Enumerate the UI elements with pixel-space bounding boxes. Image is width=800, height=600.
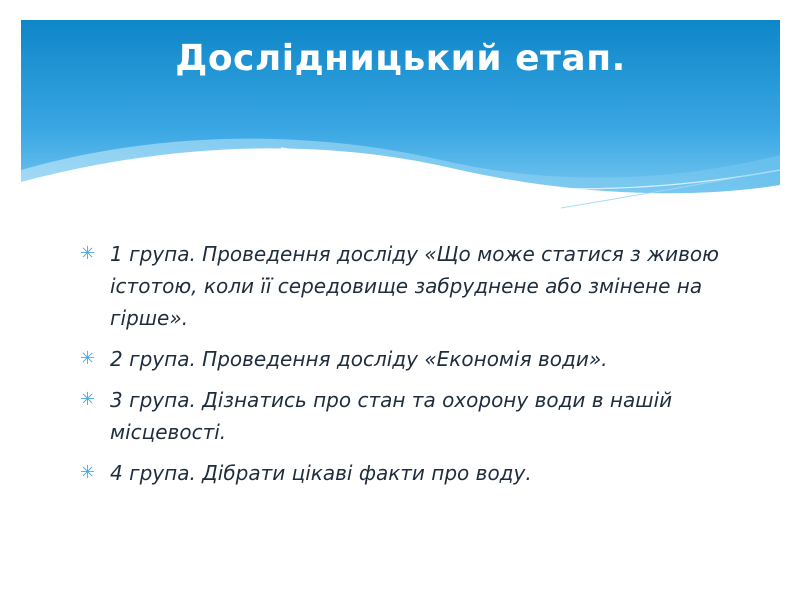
asterisk-icon: ✳ <box>80 389 96 410</box>
asterisk-icon: ✳ <box>80 243 96 264</box>
asterisk-icon: ✳ <box>80 348 96 369</box>
bullet-text: 3 група. Дізнатись про стан та охорону води в нашій місцевості. <box>110 388 673 444</box>
slide-title: Дослідницький етап. <box>175 38 626 79</box>
bullet-text: 2 група. Проведення досліду «Економія води». <box>110 347 608 371</box>
list-item <box>80 238 720 334</box>
bullet-text: 4 група. Дібрати цікаві факти про воду. <box>110 461 532 485</box>
list-item <box>80 343 720 375</box>
bullet-list <box>80 238 720 498</box>
asterisk-icon: ✳ <box>80 462 96 483</box>
bullet-text: 1 група. Проведення досліду «Що може статися з живою істотою, коли її середовище забруднене або змінене на гірше». <box>110 242 719 330</box>
list-item <box>80 384 720 448</box>
list-item <box>80 457 720 489</box>
